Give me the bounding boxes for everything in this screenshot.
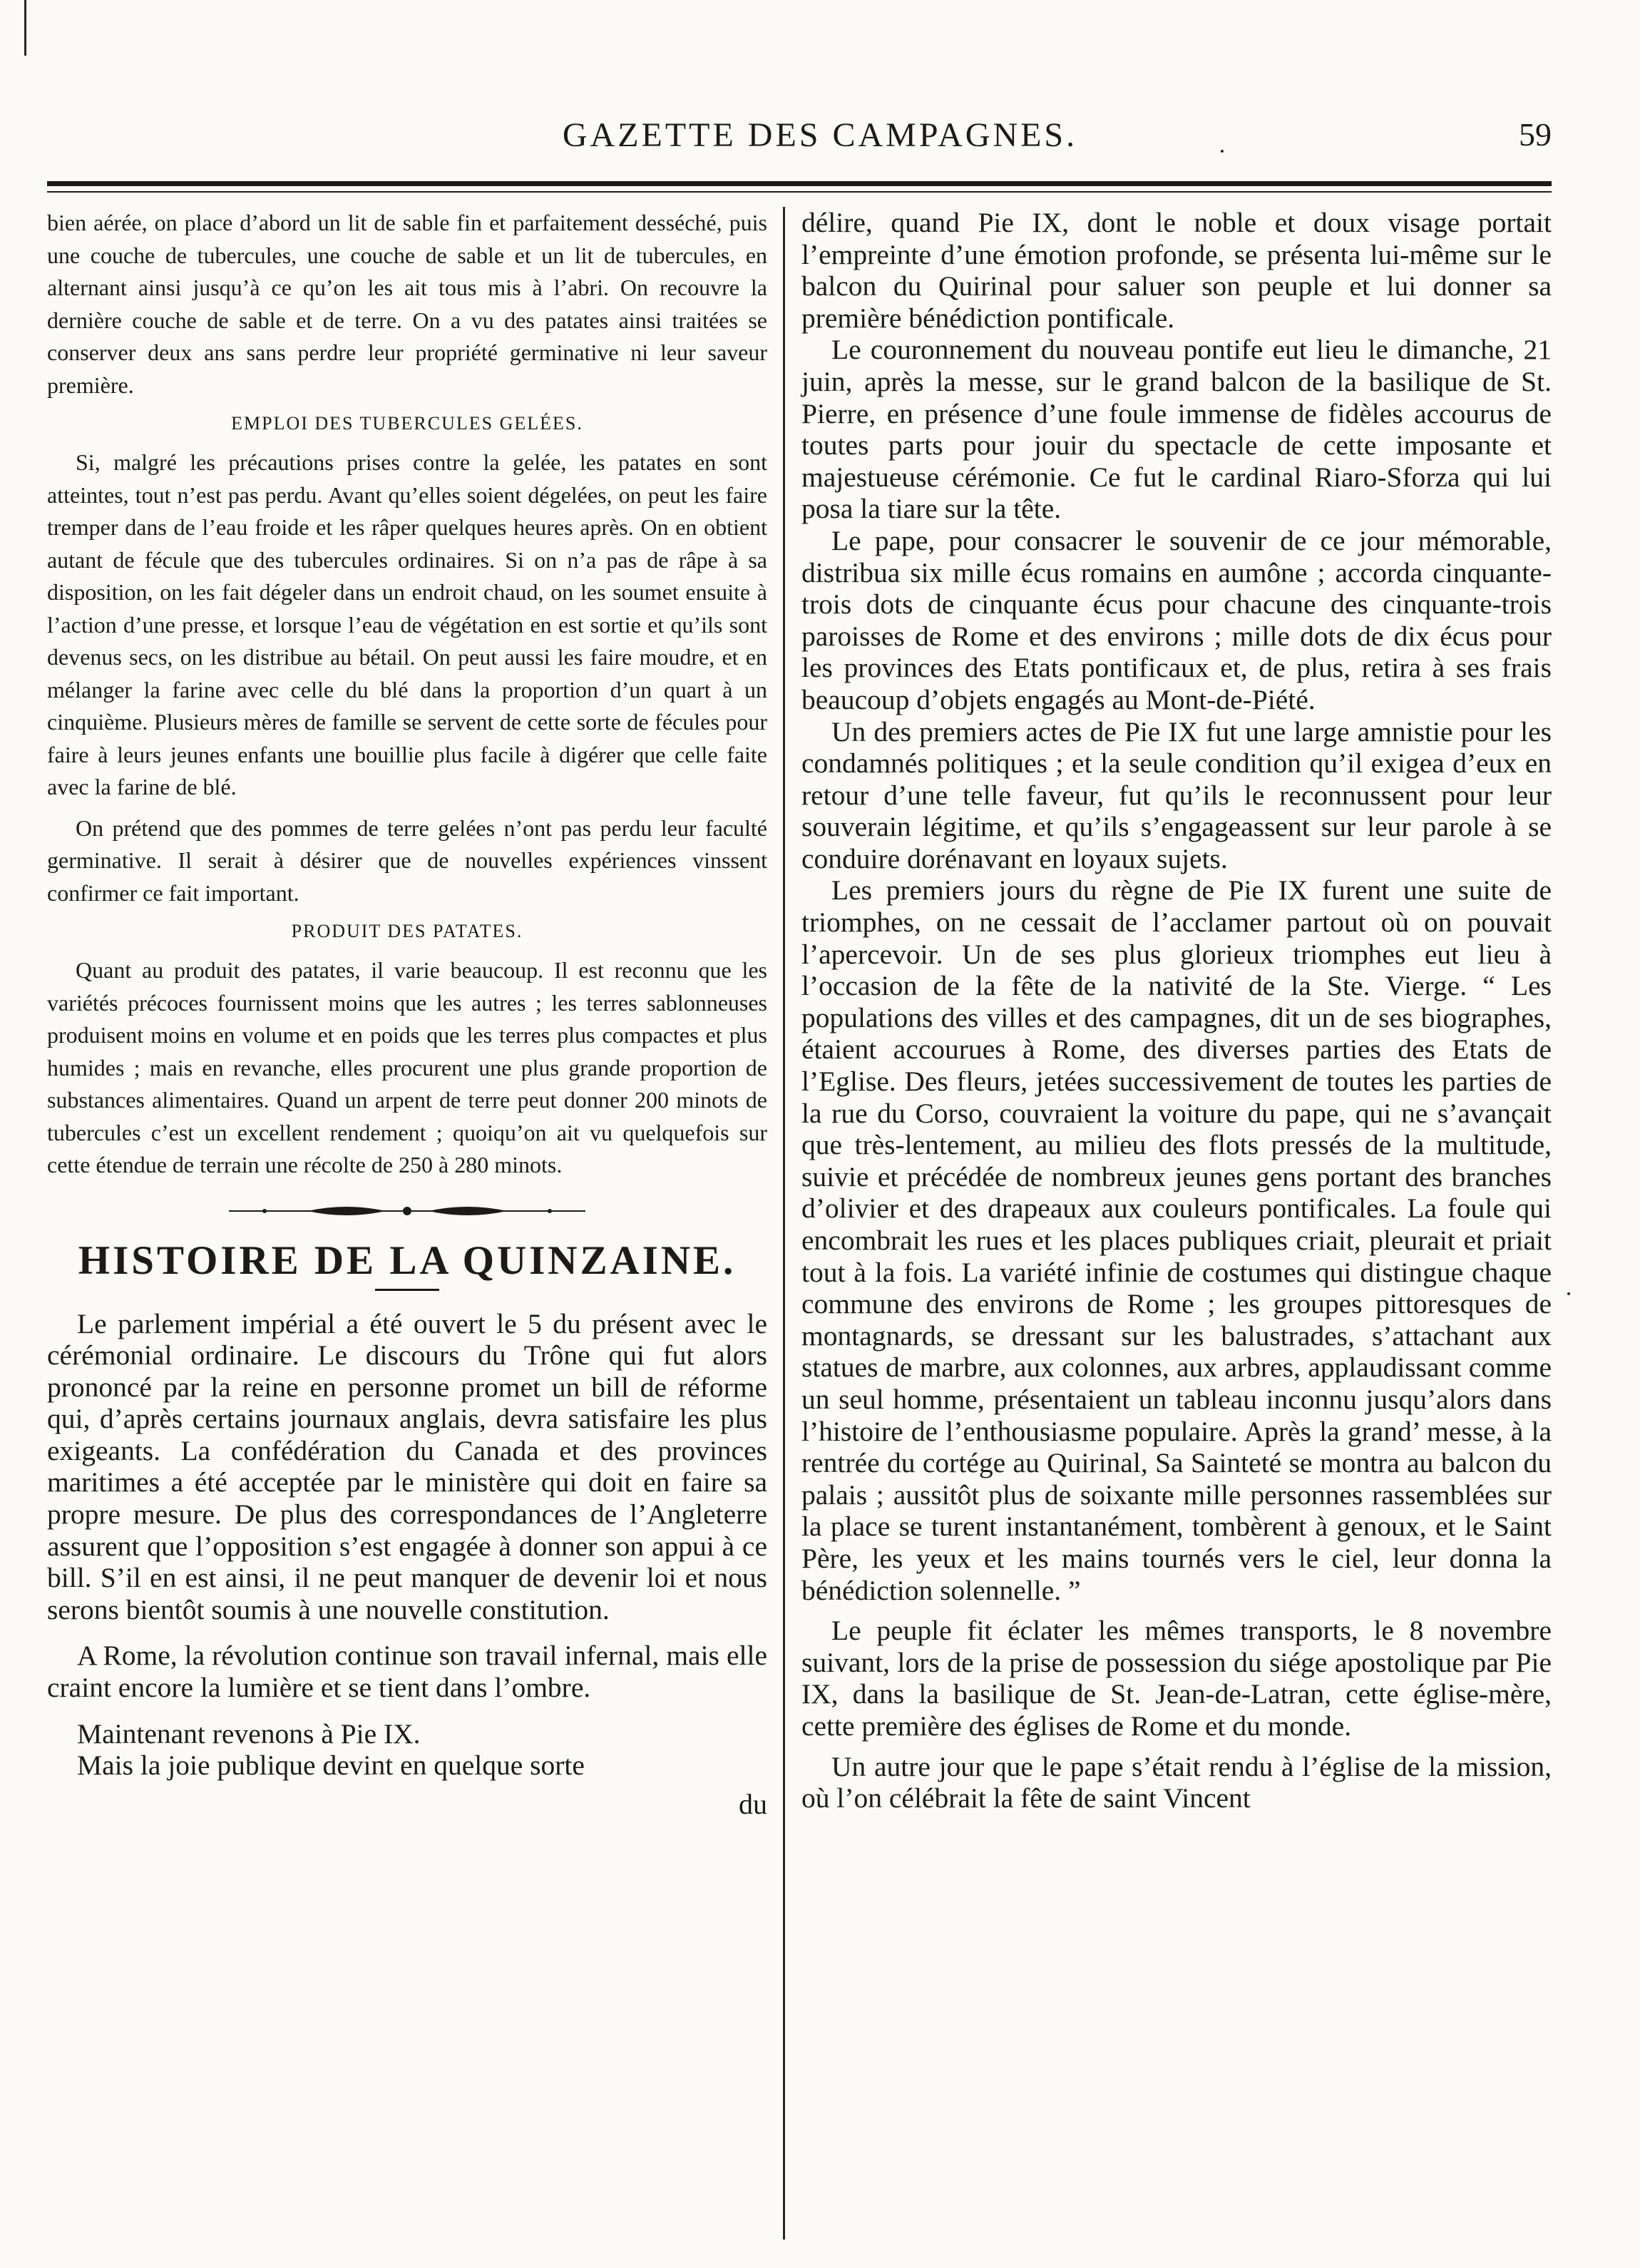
ornamental-divider [222, 1200, 593, 1222]
paragraph-consacrer-souvenir: Le pape, pour consacrer le souvenir de ce jour mémorable, distribua six mille écus romains en aumône ; accorda cinquante-trois dots de cinquante écus pour chacune des cinquante-trois paroisses de Rome et des environs ; mille dots de dix écus pour les provinces des Etats pontificaux et, de plus, retira à ses frais beaucoup d’objets engagés au Mont-de-Piété. [801, 524, 1552, 715]
catchword: du [739, 1787, 767, 1820]
paragraph-transports: Le peuple fit éclater les mêmes transports, le 8 novembre suivant, lors de la prise de possession du siége apostolique par Pie IX, dans la basilique de St. Jean-de-Latran, cette église-mère, cette première des églises de Rome et du monde. [801, 1615, 1552, 1742]
paragraph-joie-publique: Mais la joie publique devint en quelque sorte [77, 1749, 585, 1782]
paragraph-eglise-mission: Un autre jour que le pape s’était rendu à l’église de la mission, où l’on célébrait la fête de saint Vincent [801, 1750, 1552, 1814]
paragraph-storage-sand: bien aérée, on place d’abord un lit de sable fin et parfaitement desséché, puis une couche de tubercules, une couche de sable et un lit de tubercules, en alternant ainsi jusqu’à ce qu’on les ait tous mis à l’abri. On recouvre la dernière couche de sable et de terre. On a vu des patates ainsi traitées se conserver deux ans sans perdre leur propriété germinative ni leur saveur première. [47, 210, 767, 398]
section-title-rule [375, 1289, 439, 1291]
paragraph-rome-revolution: A Rome, la révolution continue son travail infernal, mais elle craint encore la lumière et se tient dans l’ombre. [47, 1640, 767, 1704]
left-column [47, 207, 767, 1821]
paragraph-germinative: On prétend que des pommes de terre gelées n’ont pas perdu leur faculté germinative. Il serait à désirer que de nouvelles expériences vinssent confirmer ce fait important. [47, 814, 767, 906]
page-number: 59 [1519, 116, 1552, 153]
paragraph-frozen-tubers: Si, malgré les précautions prises contre la gelée, les patates en sont atteintes, tout n’est pas perdu. Avant qu’elles soient dégelées, on peut les faire tremper dans de l’eau froide et les râper quelques heures après. On en obtient autant de fécule que des tubercules ordinaires. Si on n’a pas de râpe à sa disposition, on les fait dégeler dans un endroit chaud, on les soumet ensuite à l’action d’une presse, et lorsque l’eau de végétation en est sortie et qu’ils sont devenus secs, on les distribue au bétail. On peut aussi les faire moudre, et en mélanger la farine avec celle du blé dans la proportion d’un quart à un cinquième. Plusieurs mères de famille se servent de cette sorte de fécules pour faire à leurs jeunes enfants une bouillie plus facile à digérer que celle faite avec la farine de blé. [47, 449, 767, 800]
paragraph-couronnement: Le couronnement du nouveau pontife eut lieu le dimanche, 21 juin, après la messe, sur le grand balcon de la basilique de St. Pierre, en présence d’une foule immense de fidèles accourus de toutes parts pour jouir du spectacle de cette imposante et majestueuse cérémonie. Ce fut le cardinal Riaro-Sforza qui lui posa la tiare sur la tête. [801, 334, 1552, 525]
header-rule-thin [47, 191, 1552, 193]
header-rule-thick [47, 181, 1552, 186]
running-title: GAZETTE DES CAMPAGNES. [562, 116, 1078, 154]
paragraph-triomphes: Les premiers jours du règne de Pie IX furent une suite de triomphes, on ne cessait de l’acclamer partout où on pouvait l’apercevoir. Un de ses plus glorieux triomphes eut lieu à l’occasion de la fête de la nativité de la Ste. Vierge. “ Les populations des villes et des campagnes, dit un de ses biographes, étaient accourues à Rome, des diverses parties des Etats de l’Eglise. Des fleurs, jetées successivement de toutes les parties de la rue du Corso, couvraient la voiture du pape, qui ne s’avançait que très-lentement, au milieu des flots pressés de la multitude, suivie et précédée de nombreux jeunes gens portant des branches d’olivier et des drapeaux aux couleurs pontificales. La foule qui encombrait les rues et les places publiques criait, pleurait et priait tout à la fois. La variété infinie de costumes qui distingue chaque commune des environs de Rome ; les groupes pittoresques de montagnards, se dressant sur les balustrades, s’attachant aux statues de marbre, aux colonnes, aux arbres, applaudissant comme un seul homme, présentaient un tableau inconnu jusqu’alors dans l’histoire de l’enthousiasme populaire. Après la grand’ messe, à la rentrée du cortége au Quirinal, Sa Sainteté se montra au balcon du palais ; aussitôt plus de soixante mille personnes rassemblées sur la place se turent instantanément, tombèrent à genoux, et le Saint Père, les yeux et les mains tournés vers le ciel, leur donna la bénédiction solennelle. ” [801, 874, 1552, 1606]
print-speck [1567, 1292, 1570, 1295]
column-divider [783, 207, 785, 2239]
subheading-potato-yield: PRODUIT DES PATATES. [291, 921, 523, 941]
paragraph-amnistie: Un des premiers actes de Pie IX fut une large amnistie pour les condamnés politiques ; et la seule condition qu’il exigea d’eux en retour d’une telle faveur, fut qu’ils le reconnussent pour leur souverain légitime, et qu’ils s’engageassent sur leur parole à se conduire dorénavant en loyaux sujets. [801, 715, 1552, 874]
subheading-frozen-tubers: EMPLOI DES TUBERCULES GELÉES. [231, 413, 583, 434]
paragraph-potato-yield: Quant au produit des patates, il varie beaucoup. Il est reconnu que les variétés précoces fournissent moins que les autres ; les terres sablonneuses produisent moins en volume et en poids que les terres plus compactes et plus humides ; mais en revanche, elles procurent une plus grande proportion de substances alimentaires. Quand un arpent de terre peut donner 200 minots de tubercules c’est un excellent rendement ; quoiqu’on ait vu quelquefois sur cette étendue de terrain une récolte de 250 à 280 minots. [47, 957, 767, 1178]
section-title-histoire: HISTOIRE DE LA QUINZAINE. [78, 1237, 737, 1283]
paragraph-parlement: Le parlement impérial a été ouvert le 5 du présent avec le cérémonial ordinaire. Le discours du Trône qui fut alors prononcé par la reine en personne promet un bill de réforme qui, d’après certains journaux anglais, devra satisfaire les plus exigeants. La confédération du Canada et des provinces maritimes a été acceptée par le ministère qui doit en faire sa propre mesure. De plus des correspondances de l’Angleterre assurent que l’opposition s’est engagée à donner son appui à ce bill. S’il en est ainsi, il ne peut manquer de devenir loi et nous serons bientôt soumis à une nouvelle constitution. [47, 1307, 767, 1625]
paragraph-pie-ix: Maintenant revenons à Pie IX. [77, 1717, 421, 1749]
paragraph-delire: délire, quand Pie IX, dont le noble et doux visage portait l’empreinte d’une émotion profonde, se présenta lui-même sur le balcon du Quirinal pour saluer son peuple et lui donner sa première bénédiction pontificale. [801, 207, 1552, 334]
binding-edge-line [24, 0, 26, 56]
right-column [801, 207, 1552, 1814]
